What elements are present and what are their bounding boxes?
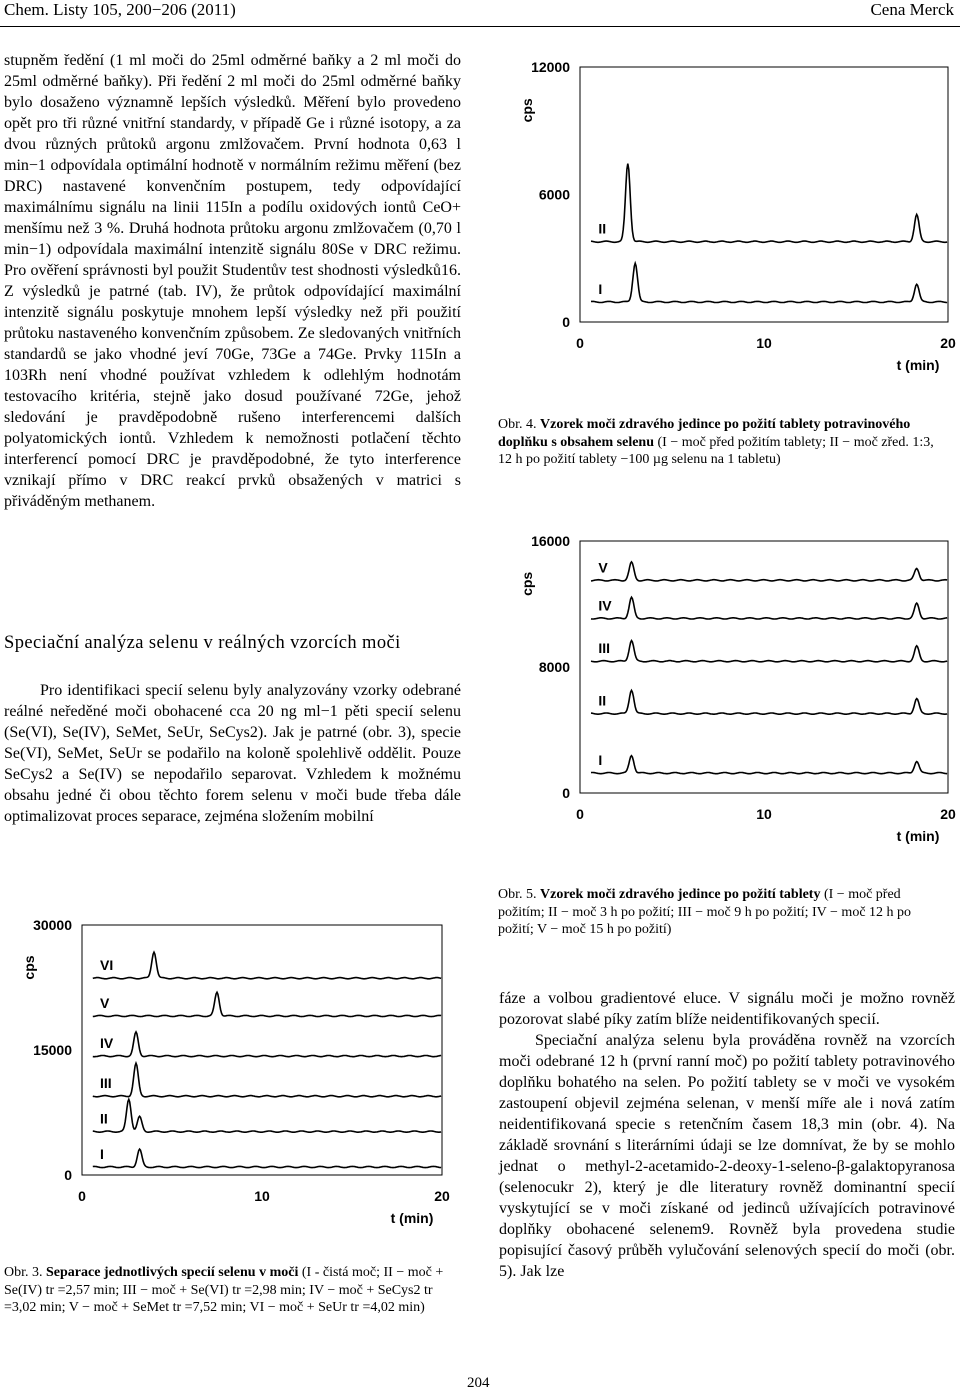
journal-header: Chem. Listy 105, 200−206 (2011) bbox=[4, 0, 236, 19]
paragraph-4: Speciační analýza selenu byla prováděna rovněž na vzorcích moči odebrané 12 h (první ranní moč) po požití tablety potravinového doplňku bohatého na selen. Po požití tablety se v moči ve vysokém zastoupení objevil zejména selenan, v menší míře ale i nová zatím neidentifikovaná specie s retenčním časem 18,3 min (obr. 4). Na základě srovnání s literárními údaji se lze domnívat, že by se mohlo jednat o methyl-2-acetamido-2-deoxy-1-seleno-β-galaktopyranosa (selenocukr 2), který je dle literatury rovněž dominantní specií vyskytující se v moči získané od jedinců užívajících potravinové doplňky obohacené selenem9. Rovněž byla provedena studie popisující časový průběh vylučování selenových specií do moči (obr. 5). Jak lze bbox=[499, 1032, 955, 1280]
fig4-trace-II bbox=[591, 164, 947, 243]
fig3-desc: (I - čistá moč; II − moč + Se(IV) tr =2,57 min; III − moč + Se(VI) tr =2,98 min; IV − moč + SeCys2 tr =3,02 min; V − moč + SeMet tr =7,52 min; VI − moč + SeUr tr =4,02 min) bbox=[4, 1265, 444, 1315]
fig3-trace-II bbox=[93, 1099, 441, 1132]
left-column-2 bbox=[4, 680, 461, 827]
fig5-frame bbox=[580, 541, 948, 793]
fig4-label: Obr. 4. bbox=[498, 417, 537, 432]
fig3-trace-V bbox=[93, 992, 441, 1016]
fig3-title: Separace jednotlivých specií selenu v moči bbox=[46, 1265, 299, 1280]
fig4-label-II: II bbox=[598, 220, 607, 237]
fig5-ytick-8000: 8000 bbox=[538, 659, 570, 675]
paragraph-3: fáze a volbou gradientové eluce. V signálu moči je možno rovněž pozorovat slabé píky zatím blíže neidentifikovaných specií. bbox=[499, 990, 955, 1028]
fig3-ytick-0: 0 bbox=[64, 1167, 72, 1183]
fig4-label-I: I bbox=[598, 280, 603, 297]
fig4-title: Vzorek moči zdravého jedince po požití tablety potravinového doplňku s obsahem selenu bbox=[498, 417, 911, 450]
fig3-label-II: II bbox=[100, 1110, 108, 1127]
fig5-ytick-16000: 16000 bbox=[531, 533, 570, 549]
fig4-ytick-6000: 6000 bbox=[538, 186, 570, 203]
figure-3-chart bbox=[10, 910, 460, 1230]
figure-4-caption bbox=[498, 416, 950, 469]
fig3-trace-I bbox=[93, 1149, 441, 1168]
fig3-frame bbox=[82, 925, 442, 1175]
fig5-xlabel: t (min) bbox=[896, 828, 940, 844]
fig4-desc: (I − moč před požitím tablety; II − moč zřed. 1:3, 12 h po požití tablety −100 µg selenu na 1 tabletu) bbox=[498, 434, 934, 467]
fig5-label-V: V bbox=[598, 559, 608, 576]
fig4-xtick-10: 10 bbox=[756, 335, 772, 351]
fig3-xlabel: t (min) bbox=[390, 1210, 434, 1226]
fig3-ytick-30000: 30000 bbox=[33, 917, 72, 933]
fig3-trace-VI bbox=[93, 952, 441, 979]
fig4-xtick-20: 20 bbox=[940, 335, 956, 351]
fig3-xtick-20: 20 bbox=[434, 1188, 450, 1204]
fig4-frame bbox=[580, 67, 948, 322]
fig3-label-IV: IV bbox=[100, 1035, 114, 1052]
right-column bbox=[499, 988, 955, 1282]
fig5-trace-V bbox=[591, 562, 947, 581]
fig5-label-II: II bbox=[598, 692, 607, 709]
fig4-ylabel: cps bbox=[519, 98, 535, 123]
figure-5-chart bbox=[498, 526, 958, 844]
fig3-label: Obr. 3. bbox=[4, 1265, 43, 1280]
fig5-ylabel: cps bbox=[519, 571, 535, 596]
fig5-desc: (I − moč před požitím; II − moč 3 h po požití; III − moč 9 h po požití; IV − moč 12 h po požití; V − moč 15 h po požití) bbox=[498, 887, 912, 937]
award-header: Cena Merck bbox=[870, 0, 954, 19]
fig3-xtick-10: 10 bbox=[254, 1188, 270, 1204]
fig3-xtick-0: 0 bbox=[78, 1188, 86, 1204]
fig4-xlabel: t (min) bbox=[896, 357, 940, 373]
fig4-ytick-0: 0 bbox=[562, 314, 570, 330]
fig4-trace-I bbox=[591, 263, 947, 302]
fig5-ytick-0: 0 bbox=[562, 785, 570, 801]
paragraph-1: stupněm ředění (1 ml moči do 25ml odměrné baňky a 2 ml moči do 25ml odměrné baňky). Při ředění 2 ml moči do 25ml odměrné baňky bylo dosaženo významně lepších výsledků. Měření bylo provedeno opět pro tři různé vnitřní standardy, v případě Ge i různé isotopy, a za dvou různých průtoků argonu zmlžovačem. První hodnota 0,63 l min−1 odpovídala optimální hodnotě v normálním režimu měření (bez DRC) nastavené konvenčním postupem, tedy odpovídající maximálnímu signálu na linii 115In a podílu oxidových iontů CeO+ menšímu než 3 %. Druhá hodnota průtoku argonu zmlžovačem (0,70 l min−1) odpovídala maximální intenzitě signálu 80Se v DRC režimu. Pro ověření správnosti byl použit Studentův test shodnosti výsledků16. Z výsledků je patrné (tab. IV), že průtok odpovídající maximální intenzitě signálu poskytuje mnohem lepší výsledky než při použití průtoku nastaveného konvenčním způsobem. Ze sledovaných vnitřních standardů se jako vhodné jeví 70Ge, 73Ge a 74Ge. Prvky 115In a 103Rh není vhodné používat vzhledem k odlehlým hodnotám testovacího kritéria, stejně jako dosud používané 72Ge, jehož sledování je pravděpodobně rušeno interferencemi dalších polyatomických iontů. Vzhledem k nemožnosti potlačení těchto interferencí pomocí DRC je pravděpodobné, že tyto interference vznikají přímo v DRC reakcí prvků obsažených v matrici s přiváděným methanem. bbox=[4, 52, 461, 510]
figure-5-caption bbox=[498, 886, 950, 939]
figure-3-caption bbox=[4, 1264, 461, 1317]
page-number: 204 bbox=[467, 1375, 490, 1391]
fig4-ytick-12000: 12000 bbox=[531, 59, 570, 75]
fig5-xtick-20: 20 bbox=[940, 806, 956, 822]
paragraph-2: Pro identifikaci specií selenu byly analyzovány vzorky odebrané reálné neředěné moči obohacené cca 20 ng ml−1 pěti specií selenu (Se(VI), Se(IV), SeMet, SeUr, SeCys2). Jak je patrné (obr. 3), specie Se(VI), SeMet, SeUr se podařilo na koloně spolehlivě oddělit. Pouze SeCys2 a Se(IV) se nepodařilo separovat. Vzhledem k možnému obsahu jedné či obou těchto forem selenu v moči bude třeba dále optimalizovat proces separace, zejména složením mobilní bbox=[4, 682, 461, 825]
fig3-ytick-15000: 15000 bbox=[33, 1042, 72, 1058]
fig3-trace-III bbox=[93, 1063, 441, 1097]
fig5-trace-II bbox=[591, 690, 947, 714]
fig3-label-I: I bbox=[100, 1146, 104, 1162]
fig4-xtick-0: 0 bbox=[576, 335, 584, 351]
figure-4-chart bbox=[498, 52, 958, 382]
fig5-trace-I bbox=[591, 756, 947, 774]
section-title: Speciační analýza selenu v reálných vzorcích moči bbox=[4, 633, 401, 653]
fig5-label-IV: IV bbox=[598, 597, 612, 614]
fig5-trace-IV bbox=[591, 597, 947, 619]
header-rule bbox=[0, 26, 960, 27]
fig5-label: Obr. 5. bbox=[498, 887, 537, 902]
fig3-label-VI: VI bbox=[100, 957, 114, 974]
fig5-trace-III bbox=[591, 641, 947, 662]
fig5-title: Vzorek moči zdravého jedince po požití tablety bbox=[540, 887, 821, 902]
fig5-xtick-10: 10 bbox=[756, 806, 772, 822]
fig5-xtick-0: 0 bbox=[576, 806, 584, 822]
fig5-label-I: I bbox=[598, 752, 603, 769]
fig3-ylabel: cps bbox=[21, 955, 37, 980]
left-column bbox=[4, 50, 461, 512]
fig5-label-III: III bbox=[598, 640, 611, 657]
fig3-label-V: V bbox=[100, 994, 110, 1011]
fig3-label-III: III bbox=[100, 1075, 112, 1092]
fig3-trace-IV bbox=[93, 1032, 441, 1057]
